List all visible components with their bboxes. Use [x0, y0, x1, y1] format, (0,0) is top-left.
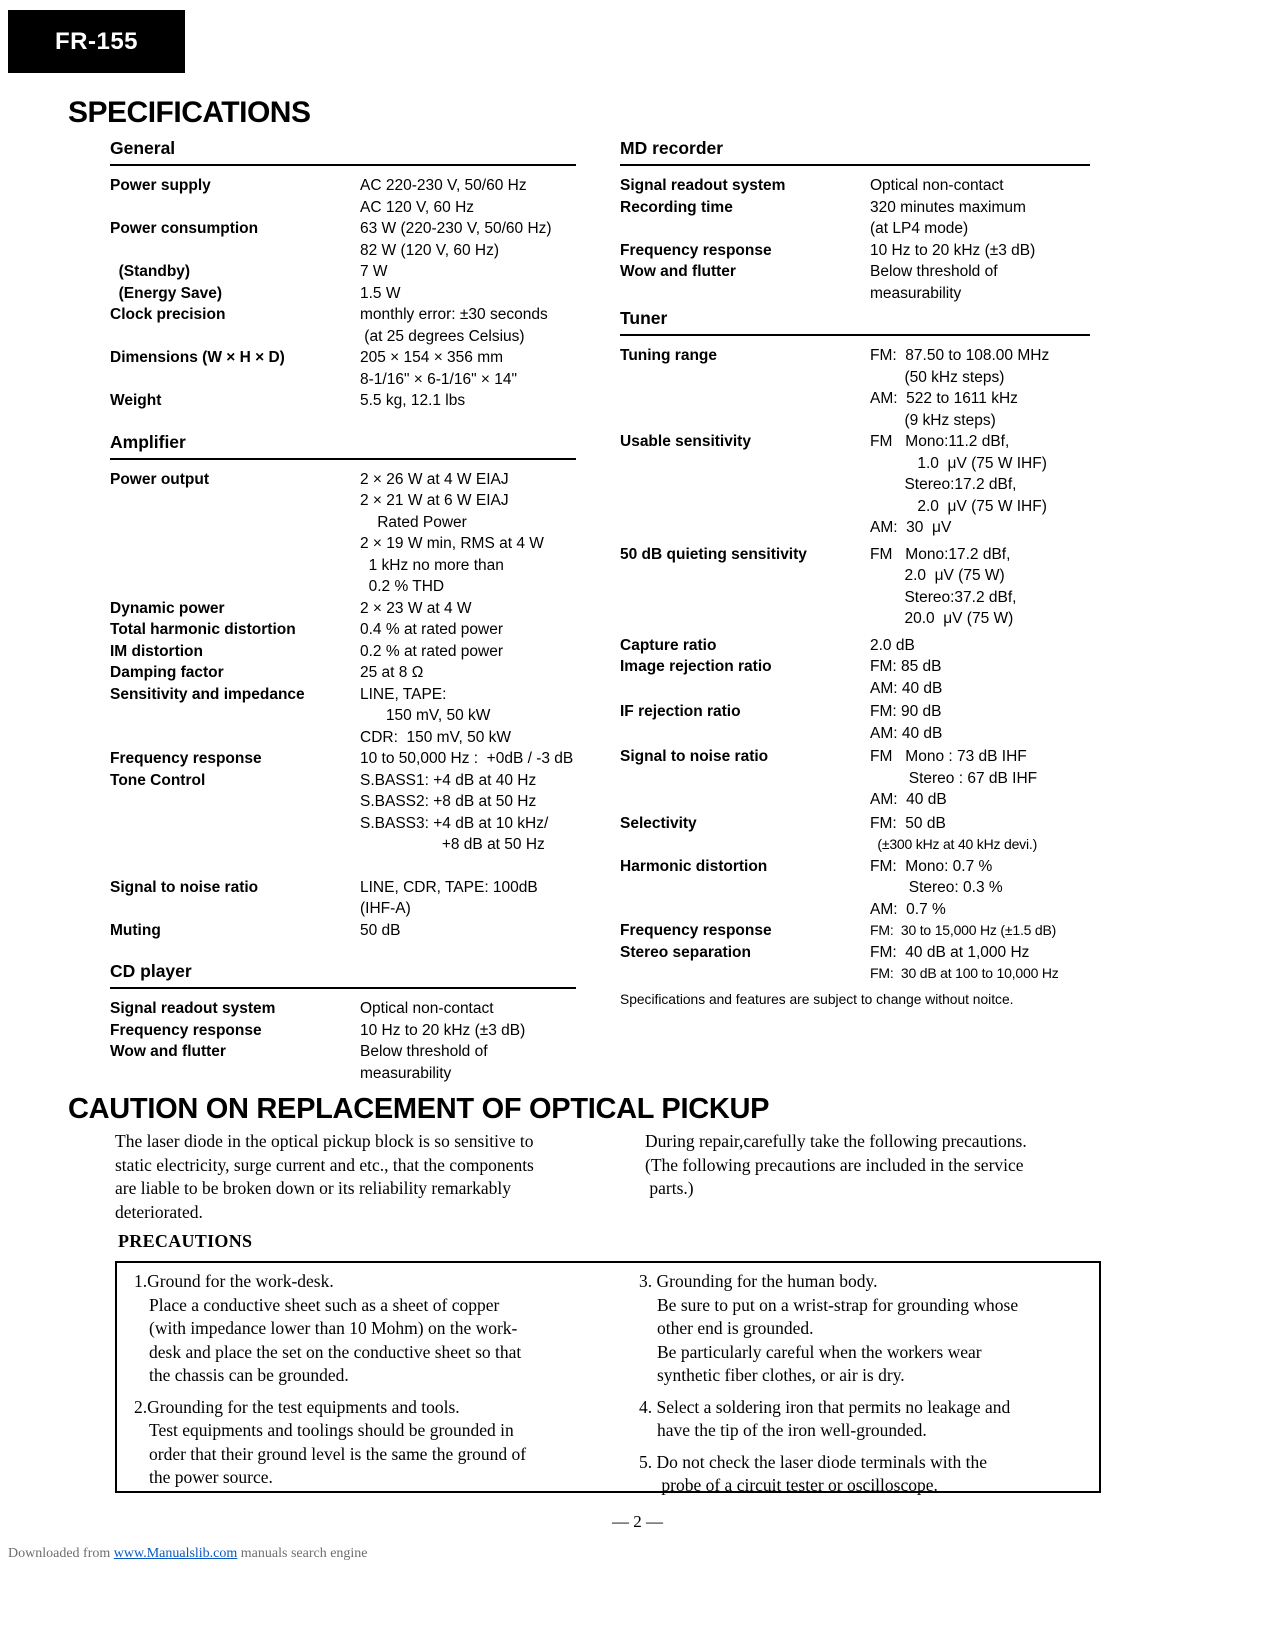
- spec-value: [360, 1020, 576, 1042]
- spec-row: [110, 770, 576, 856]
- spec-value: [360, 347, 576, 390]
- spec-row: [110, 1041, 576, 1084]
- spec-value-line: 1 kHz no more than: [360, 556, 504, 574]
- spec-value-line: Below threshold of: [870, 263, 998, 280]
- spec-row: [110, 218, 576, 261]
- spec-value-line: 5.5 kg, 12.1 lbs: [360, 392, 466, 409]
- spec-value: [870, 920, 1090, 942]
- spec-row: [620, 813, 1090, 856]
- spec-value-line: S.BASS1: +4 dB at 40 Hz: [360, 771, 537, 789]
- spec-label: Frequency response: [110, 1021, 262, 1039]
- intro-line: parts.): [645, 1178, 694, 1198]
- intro-line: are liable to be broken down or its reliability remarkably: [115, 1178, 512, 1198]
- spec-value-line: (9 kHz steps): [870, 411, 996, 429]
- spec-value-line: +8 dB at 50 Hz: [360, 836, 545, 853]
- model-badge-label: FR-155: [54, 27, 139, 55]
- spec-label: Signal to noise ratio: [620, 748, 769, 765]
- precaution-title: 3. Grounding for the human body.: [639, 1271, 878, 1291]
- spec-value: [360, 598, 576, 620]
- caution-intro-left: [115, 1130, 615, 1224]
- spec-value: [360, 877, 576, 920]
- precaution-body: [639, 1419, 1101, 1443]
- spec-value-line: 0.4 % at rated power: [360, 621, 504, 638]
- spec-value-line: Optical non-contact: [870, 177, 1004, 194]
- spec-value-line: 10 Hz to 20 kHz (±3 dB): [360, 1021, 526, 1039]
- spec-value: [360, 175, 576, 218]
- spec-value-line: 2.0 μV (75 W): [870, 567, 1005, 584]
- spec-value: [870, 175, 1090, 197]
- spec-value: [870, 746, 1090, 811]
- spec-value-line: Rated Power: [360, 513, 467, 531]
- spec-value-line: 2 × 19 W min, RMS at 4 W: [360, 535, 544, 552]
- spec-value-line: 2.0 μV (75 W IHF): [870, 497, 1047, 515]
- spec-value-line: measurability: [870, 284, 962, 302]
- spec-row: [110, 175, 576, 218]
- spec-value-line: FM: 40 dB at 1,000 Hz: [870, 943, 1030, 961]
- spec-value: [360, 684, 576, 749]
- spec-row: [110, 598, 576, 620]
- spec-label: Tone Control: [110, 771, 206, 789]
- spec-value-line: S.BASS2: +8 dB at 50 Hz: [360, 793, 537, 810]
- spec-value-line: 1.5 W: [360, 284, 401, 302]
- spec-row: [620, 240, 1090, 262]
- spec-value: [360, 920, 576, 942]
- spec-row: [110, 877, 576, 920]
- spec-row: [620, 261, 1090, 304]
- spec-value-line: FM: 87.50 to 108.00 MHz: [870, 347, 1050, 364]
- spec-row: [620, 175, 1090, 197]
- spec-section: [620, 308, 1090, 985]
- spec-label: Stereo separation: [620, 943, 751, 961]
- precaution-line: (with impedance lower than 10 Mohm) on the work-: [149, 1318, 518, 1338]
- spec-value-line: 50 dB: [360, 921, 401, 939]
- precaution-item: [639, 1396, 1101, 1443]
- precaution-line: the power source.: [149, 1467, 273, 1487]
- spec-value-line: FM: 30 dB at 100 to 10,000 Hz: [870, 965, 1059, 981]
- spec-label: Damping factor: [110, 664, 224, 681]
- spec-label: Power consumption: [110, 220, 259, 237]
- spec-row: [620, 656, 1090, 699]
- spec-value: [360, 469, 576, 598]
- intro-line: (The following precautions are included in the service: [645, 1154, 1024, 1175]
- spec-value-line: 2 × 21 W at 6 W EIAJ: [360, 492, 509, 509]
- spec-value: [360, 619, 576, 641]
- spec-row: [620, 544, 1090, 630]
- spec-value-line: Below threshold of: [360, 1043, 488, 1060]
- spec-value: [870, 345, 1090, 431]
- spec-value-line: FM Mono:11.2 dBf,: [870, 433, 1010, 450]
- spec-value: [870, 813, 1090, 856]
- spec-label: Selectivity: [620, 814, 697, 832]
- intro-line: During repair,carefully take the following precautions.: [645, 1131, 1027, 1151]
- spec-value-line: 0.2 % at rated power: [360, 642, 504, 660]
- spec-label: Recording time: [620, 198, 733, 216]
- spec-value-line: 150 mV, 50 kW: [360, 707, 491, 724]
- spec-value-line: AM: 30 μV: [870, 519, 952, 536]
- spec-value-line: monthly error: ±30 seconds: [360, 306, 548, 323]
- spec-row: [110, 998, 576, 1020]
- spec-value-line: LINE, CDR, TAPE: 100dB: [360, 878, 538, 896]
- spec-value-line: 7 W: [360, 263, 388, 280]
- section-heading: General: [110, 138, 576, 166]
- precaution-line: Test equipments and toolings should be grounded in: [149, 1420, 514, 1440]
- spec-value-line: AC 120 V, 60 Hz: [360, 198, 475, 216]
- precaution-body: [134, 1294, 594, 1388]
- spec-value-line: 1.0 μV (75 W IHF): [870, 454, 1047, 472]
- spec-label: Weight: [110, 392, 162, 409]
- intro-line: static electricity, surge current and etc., that the components: [115, 1154, 534, 1175]
- spec-value-line: Stereo:37.2 dBf,: [870, 588, 1017, 606]
- precaution-title: 5. Do not check the laser diode terminals with the: [639, 1451, 987, 1472]
- spec-value-line: AM: 0.7 %: [870, 900, 946, 918]
- spec-label: Wow and flutter: [620, 263, 736, 280]
- spec-value-line: (IHF-A): [360, 900, 411, 917]
- precautions-box: [115, 1261, 1101, 1493]
- spec-column-right: [620, 138, 1090, 985]
- spec-value-line: 10 Hz to 20 kHz (±3 dB): [870, 241, 1036, 259]
- spec-value: [870, 431, 1090, 539]
- precaution-title: 1.Ground for the work-desk.: [134, 1271, 334, 1291]
- spec-value-line: AM: 40 dB: [870, 791, 947, 808]
- spec-value-line: 20.0 μV (75 W): [870, 610, 1014, 627]
- spec-value-line: AC 220-230 V, 50/60 Hz: [360, 177, 527, 194]
- spec-value-line: Stereo:17.2 dBf,: [870, 476, 1017, 493]
- spec-value: [870, 656, 1090, 699]
- spec-value-line: AM: 522 to 1611 kHz: [870, 390, 1018, 407]
- spec-label: Clock precision: [110, 306, 226, 323]
- spec-section: [620, 138, 1090, 304]
- spec-row: [110, 1020, 576, 1042]
- spec-value-line: AM: 40 dB: [870, 679, 943, 697]
- precaution-line: desk and place the set on the conductive sheet so that: [149, 1341, 522, 1362]
- spec-row: [110, 283, 576, 305]
- spec-row: [110, 748, 576, 770]
- precaution-body: [639, 1294, 1101, 1388]
- spec-value: [360, 1041, 576, 1084]
- spec-label: Image rejection ratio: [620, 658, 772, 675]
- spec-row: [110, 304, 576, 347]
- spec-row: [110, 662, 576, 684]
- spec-label: (Energy Save): [110, 284, 222, 302]
- spec-value-line: 2.0 dB: [870, 636, 915, 654]
- spec-value-line: (50 kHz steps): [870, 368, 1005, 386]
- spec-value: [870, 261, 1090, 304]
- precaution-item: [134, 1396, 594, 1490]
- spec-section: [110, 138, 576, 412]
- spec-value: [870, 942, 1090, 985]
- page-number: — 2 —: [612, 1512, 663, 1531]
- spec-label: Frequency response: [620, 241, 772, 259]
- model-badge: [8, 10, 185, 73]
- spec-row: [620, 942, 1090, 985]
- spec-label: Total harmonic distortion: [110, 621, 296, 638]
- change-notice: Specifications and features are subject to change without noitce.: [620, 992, 1014, 1007]
- spec-value: [870, 240, 1090, 262]
- spec-row: [110, 641, 576, 663]
- spec-value-line: LINE, TAPE:: [360, 685, 447, 703]
- precautions-title: PRECAUTIONS: [118, 1231, 253, 1251]
- precaution-line: the chassis can be grounded.: [149, 1365, 349, 1385]
- spec-label: IF rejection ratio: [620, 703, 741, 720]
- spec-value-line: 320 minutes maximum: [870, 198, 1026, 216]
- spec-value-line: FM: 90 dB: [870, 703, 942, 720]
- spec-label: Dynamic power: [110, 599, 225, 617]
- footer-suffix: manuals search engine: [237, 1546, 368, 1561]
- spec-value-line: (at LP4 mode): [870, 220, 969, 237]
- spec-value-line: 63 W (220-230 V, 50/60 Hz): [360, 220, 552, 237]
- intro-line: deteriorated.: [115, 1201, 203, 1222]
- spec-value-line: FM Mono:17.2 dBf,: [870, 545, 1011, 563]
- spec-row: [110, 347, 576, 390]
- spec-value-line: FM: Mono: 0.7 %: [870, 857, 993, 875]
- spec-row: [620, 197, 1090, 240]
- spec-row: [110, 619, 576, 641]
- spec-value: [360, 304, 576, 347]
- spec-value: [360, 261, 576, 283]
- spec-value-line: 0.2 % THD: [360, 578, 445, 595]
- intro-line: The laser diode in the optical pickup block is so sensitive to: [115, 1131, 534, 1151]
- spec-label: Harmonic distortion: [620, 857, 768, 875]
- spec-label: Signal readout system: [620, 177, 786, 194]
- spec-label: Frequency response: [110, 750, 262, 767]
- spec-value-line: Stereo: 0.3 %: [870, 879, 1003, 896]
- precaution-line: other end is grounded.: [657, 1318, 814, 1338]
- spec-value: [870, 856, 1090, 921]
- spec-row: [620, 746, 1090, 811]
- precaution-line: Place a conductive sheet such as a sheet of copper: [149, 1294, 500, 1315]
- spec-label: Capture ratio: [620, 636, 717, 654]
- spec-value-line: FM Mono : 73 dB IHF: [870, 748, 1027, 765]
- spec-row: [620, 635, 1090, 657]
- precaution-item: [134, 1270, 594, 1388]
- section-heading: Tuner: [620, 308, 1090, 336]
- spec-label: Dimensions (W × H × D): [110, 349, 285, 366]
- footer-prefix: Downloaded from: [8, 1546, 114, 1561]
- spec-label: Tuning range: [620, 347, 718, 364]
- spec-value: [360, 283, 576, 305]
- precaution-line: Be particularly careful when the workers wear: [657, 1341, 982, 1362]
- spec-value-line: 10 to 50,000 Hz : +0dB / -3 dB: [360, 750, 574, 767]
- spec-value: [360, 770, 576, 856]
- precaution-line: synthetic fiber clothes, or air is dry.: [657, 1365, 905, 1385]
- spec-label: Sensitivity and impedance: [110, 685, 305, 703]
- spec-value: [360, 662, 576, 684]
- spec-value-line: 8-1/16" × 6-1/16" × 14": [360, 370, 517, 388]
- manualslib-link[interactable]: www.Manualslib.com: [113, 1546, 238, 1561]
- section-heading: Amplifier: [110, 432, 576, 460]
- precaution-line: order that their ground level is the same the ground of: [149, 1443, 527, 1464]
- spec-column-left: [110, 138, 576, 1084]
- spec-row: [620, 920, 1090, 942]
- spec-value: [360, 390, 576, 412]
- spec-value-line: (at 25 degrees Celsius): [360, 327, 525, 345]
- spec-row: [110, 261, 576, 283]
- spec-row: [110, 469, 576, 598]
- spec-label: Muting: [110, 921, 161, 939]
- spec-row: [110, 684, 576, 749]
- spec-value: [870, 635, 1090, 657]
- spec-value-line: measurability: [360, 1064, 452, 1082]
- precaution-line: Be sure to put on a wrist-strap for grounding whose: [657, 1294, 1019, 1315]
- precaution-item: [639, 1270, 1101, 1388]
- spec-value-line: FM: 85 dB: [870, 658, 942, 675]
- caution-title: CAUTION ON REPLACEMENT OF OPTICAL PICKUP: [68, 1093, 770, 1125]
- precaution-title: 4. Select a soldering iron that permits no leakage and: [639, 1396, 1011, 1417]
- spec-label: Wow and flutter: [110, 1043, 226, 1060]
- spec-value-line: Stereo : 67 dB IHF: [870, 769, 1038, 787]
- precaution-body: [639, 1474, 1101, 1498]
- spec-value-line: 82 W (120 V, 60 Hz): [360, 241, 499, 259]
- spec-value-line: Optical non-contact: [360, 1000, 494, 1017]
- spec-row: [620, 701, 1090, 744]
- spec-value: [870, 197, 1090, 240]
- spec-value-line: FM: 30 to 15,000 Hz (±1.5 dB): [870, 922, 1057, 938]
- spec-label: 50 dB quieting sensitivity: [620, 545, 807, 563]
- spec-label: Power output: [110, 470, 210, 488]
- spec-label: Power supply: [110, 177, 211, 194]
- spec-value: [360, 641, 576, 663]
- spec-row: [110, 920, 576, 942]
- spec-row: [110, 390, 576, 412]
- spec-value: [870, 544, 1090, 630]
- spec-value-line: FM: 50 dB: [870, 814, 946, 832]
- spec-value-line: 2 × 26 W at 4 W EIAJ: [360, 470, 509, 488]
- caution-intro-right: [645, 1130, 1095, 1201]
- spec-label: Signal readout system: [110, 1000, 276, 1017]
- spec-value-line: CDR: 150 mV, 50 kW: [360, 728, 512, 746]
- precautions-column-right: [639, 1270, 1101, 1506]
- spec-value-line: (±300 kHz at 40 kHz devi.): [870, 836, 1038, 852]
- section-heading: MD recorder: [620, 138, 1090, 166]
- footer: [8, 1546, 368, 1562]
- precaution-line: probe of a circuit tester or oscilloscope.: [657, 1475, 938, 1495]
- spec-value-line: 2 × 23 W at 4 W: [360, 599, 472, 617]
- precaution-line: have the tip of the iron well-grounded.: [657, 1420, 927, 1440]
- spec-label: IM distortion: [110, 642, 203, 660]
- spec-value-line: S.BASS3: +4 dB at 10 kHz/: [360, 814, 549, 832]
- spec-value: [360, 748, 576, 770]
- precautions-column-left: [134, 1270, 594, 1498]
- spec-section: [110, 961, 576, 1084]
- spec-value: [360, 998, 576, 1020]
- precaution-item: [639, 1451, 1101, 1498]
- section-heading: CD player: [110, 961, 576, 989]
- spec-value-line: AM: 40 dB: [870, 724, 943, 742]
- precaution-body: [134, 1419, 594, 1490]
- spec-label: (Standby): [110, 263, 191, 280]
- spec-value: [870, 701, 1090, 744]
- precaution-title: 2.Grounding for the test equipments and tools.: [134, 1396, 460, 1417]
- spec-label: Frequency response: [620, 922, 772, 939]
- spec-row: [620, 856, 1090, 921]
- spec-row: [620, 345, 1090, 431]
- page-title: SPECIFICATIONS: [68, 96, 311, 129]
- spec-value: [360, 218, 576, 261]
- spec-label: Usable sensitivity: [620, 433, 751, 450]
- spec-label: Signal to noise ratio: [110, 878, 259, 896]
- spec-row: [620, 431, 1090, 539]
- spec-section: [110, 432, 576, 942]
- spec-value-line: 25 at 8 Ω: [360, 664, 424, 681]
- spec-value-line: 205 × 154 × 356 mm: [360, 349, 504, 366]
